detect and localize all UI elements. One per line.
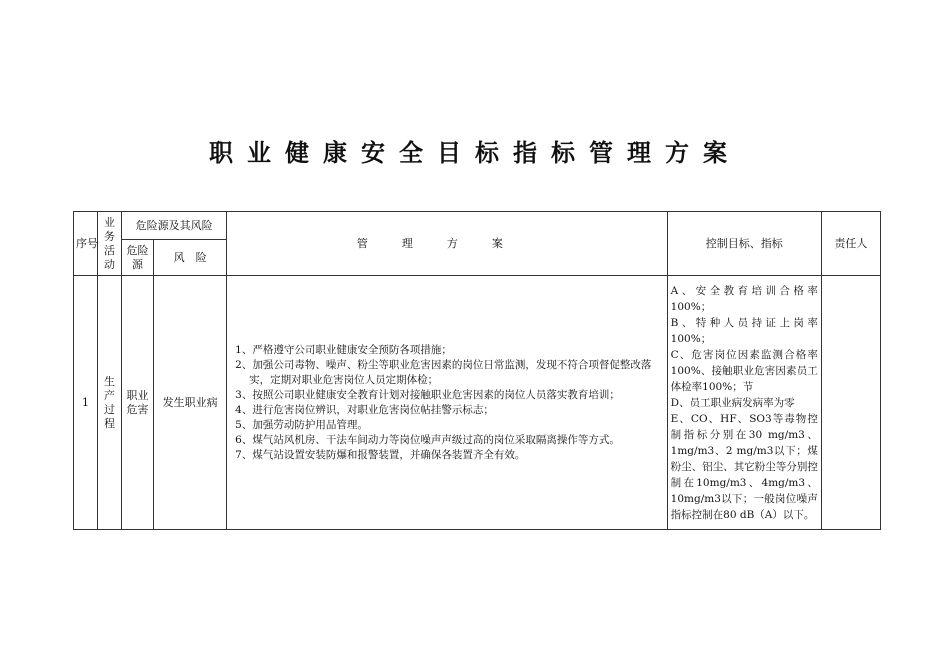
header-seq: 序号 bbox=[74, 212, 98, 276]
list-item: 7、煤气站设置安装防爆和报警装置，并确保各装置齐全有效。 bbox=[235, 448, 526, 461]
header-target: 控制目标、指标 bbox=[667, 212, 821, 276]
list-item: 5、加强劳动防护用品管理。 bbox=[235, 418, 368, 431]
list-item: 4、进行危害岗位辨识，对职业危害岗位帖挂警示标志； bbox=[235, 403, 494, 416]
header-hazard-source: 危险源 bbox=[122, 240, 154, 276]
cell-hazard-source: 职业危害 bbox=[122, 276, 154, 530]
table-row bbox=[74, 276, 881, 530]
list-item: 6、煤气站风机房、干法车间动力等岗位噪声声级过高的岗位采取隔离操作等方式。 bbox=[235, 433, 620, 446]
header-hazard-group: 危险源及其风险 bbox=[122, 212, 227, 240]
cell-targets bbox=[667, 276, 821, 530]
list-item: D、员工职业病发病率为零 bbox=[670, 396, 795, 409]
list-item: B、特种人员持证上岗率100%； bbox=[670, 316, 818, 345]
cell-owner bbox=[821, 276, 880, 530]
list-item: A、安全教育培训合格率100%； bbox=[670, 284, 818, 313]
cell-risk: 发生职业病 bbox=[154, 276, 227, 530]
list-item: C、危害岗位因素监测合格率100%、接触职业危害因素员工体检率100%；节 bbox=[670, 348, 818, 393]
cell-seq: 1 bbox=[74, 276, 98, 530]
cell-activity: 生产过程 bbox=[98, 276, 122, 530]
header-plan: 管理方案 bbox=[227, 212, 668, 276]
header-owner: 责任人 bbox=[821, 212, 880, 276]
list-item: 1、严格遵守公司职业健康安全预防各项措施； bbox=[235, 343, 452, 356]
header-row-1 bbox=[74, 212, 881, 240]
document-title: 职业健康安全目标指标管理方案 bbox=[209, 138, 741, 167]
list-item: 2、加强公司毒物、噪声、粉尘等职业危害因素的岗位日常监测，发现不符合项督促整改落实，定期对职业危害岗位人员定期体检； bbox=[235, 358, 652, 386]
cell-measures bbox=[227, 276, 668, 530]
header-risk: 风 险 bbox=[154, 240, 227, 276]
management-plan-table bbox=[73, 211, 881, 530]
list-item: E、CO、HF、SO3等毒物控制指标分别在30 mg/m3、1mg/m3、2 mg/m3以下；煤粉尘、铝尘、其它粉尘等分别控制在10mg/m3、4mg/m3、10mg/m3以下；一般岗位噪声指标控制在80 dB（A）以下。 bbox=[670, 412, 818, 521]
list-item: 3、按照公司职业健康安全教育计划对接触职业危害因素的岗位人员落实教育培训； bbox=[235, 388, 620, 401]
header-activity: 业务活动 bbox=[98, 212, 122, 276]
